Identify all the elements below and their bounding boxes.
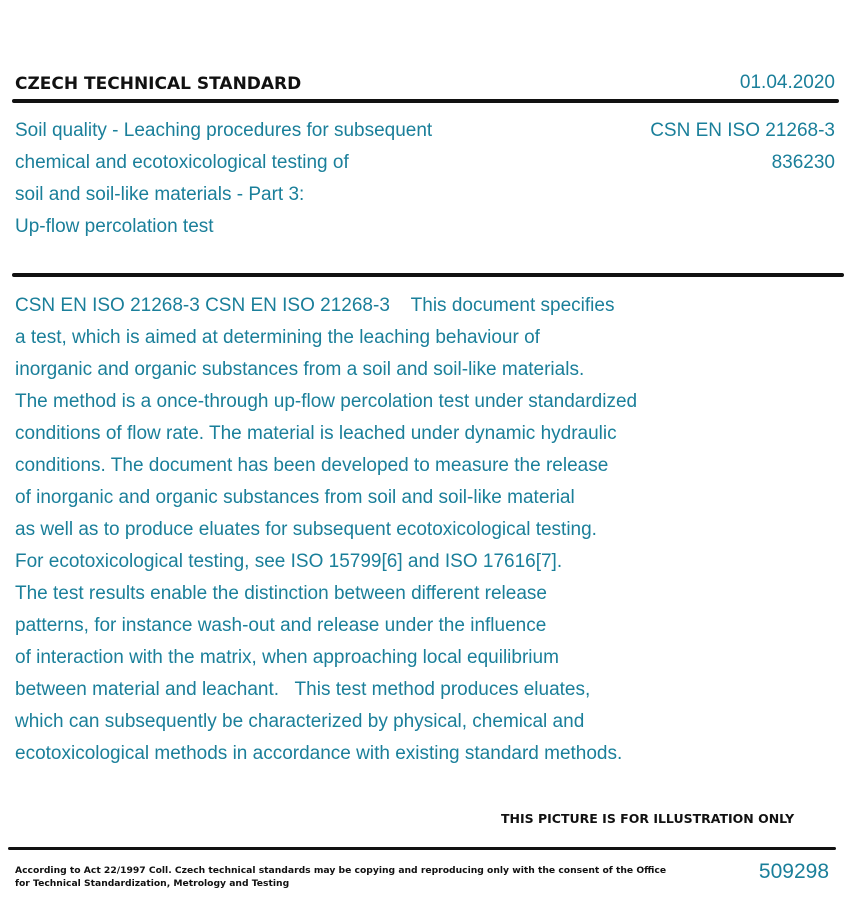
class-number: 836230: [771, 152, 835, 173]
description-line: as well as to produce eluates for subsequent ecotoxicological testing.: [15, 519, 597, 540]
description-line: of interaction with the matrix, when approaching local equilibrium: [15, 647, 559, 668]
description-line: which can subsequently be characterized by physical, chemical and: [15, 711, 585, 732]
header-divider: [12, 99, 839, 103]
description-line: The test results enable the distinction between different release: [15, 583, 547, 604]
description-line: CSN EN ISO 21268-3 CSN EN ISO 21268-3 This document specifies: [15, 295, 615, 316]
footer-divider: [8, 847, 836, 850]
description-line: ecotoxicological methods in accordance with existing standard methods.: [15, 743, 623, 764]
title-line: soil and soil-like materials - Part 3:: [15, 184, 305, 205]
description-line: The method is a once-through up-flow percolation test under standardized: [15, 391, 638, 412]
legal-notice-line: According to Act 22/1997 Coll. Czech technical standards may be copying and reproducing only with the consent of the Office: [15, 865, 667, 876]
standard-description: [15, 290, 805, 770]
publication-date: 01.04.2020: [739, 72, 835, 93]
description-line: patterns, for instance wash-out and release under the influence: [15, 615, 547, 636]
description-line: conditions of flow rate. The material is leached under dynamic hydraulic: [15, 423, 617, 444]
title-line: Soil quality - Leaching procedures for subsequent: [15, 120, 433, 141]
standard-code: CSN EN ISO 21268-3: [650, 120, 835, 141]
description-line: inorganic and organic substances from a soil and soil-like materials.: [15, 359, 585, 380]
description-line: of inorganic and organic substances from soil and soil-like material: [15, 487, 575, 508]
title-divider: [12, 273, 844, 277]
description-line: a test, which is aimed at determining the leaching behaviour of: [15, 327, 540, 348]
legal-notice-line: for Technical Standardization, Metrology and Testing: [15, 878, 290, 889]
title-line: Up-flow percolation test: [15, 216, 214, 237]
title-line: chemical and ecotoxicological testing of: [15, 152, 349, 173]
illustration-disclaimer: THIS PICTURE IS FOR ILLUSTRATION ONLY: [501, 811, 795, 826]
legal-notice: [15, 864, 667, 890]
document-type-heading: CZECH TECHNICAL STANDARD: [15, 74, 302, 94]
description-line: For ecotoxicological testing, see ISO 15799[6] and ISO 17616[7].: [15, 551, 563, 572]
description-line: conditions. The document has been developed to measure the release: [15, 455, 609, 476]
standard-title: [15, 115, 575, 243]
standard-identifiers: [650, 115, 835, 179]
description-line: between material and leachant. This test method produces eluates,: [15, 679, 591, 700]
document-number: 509298: [758, 860, 829, 883]
